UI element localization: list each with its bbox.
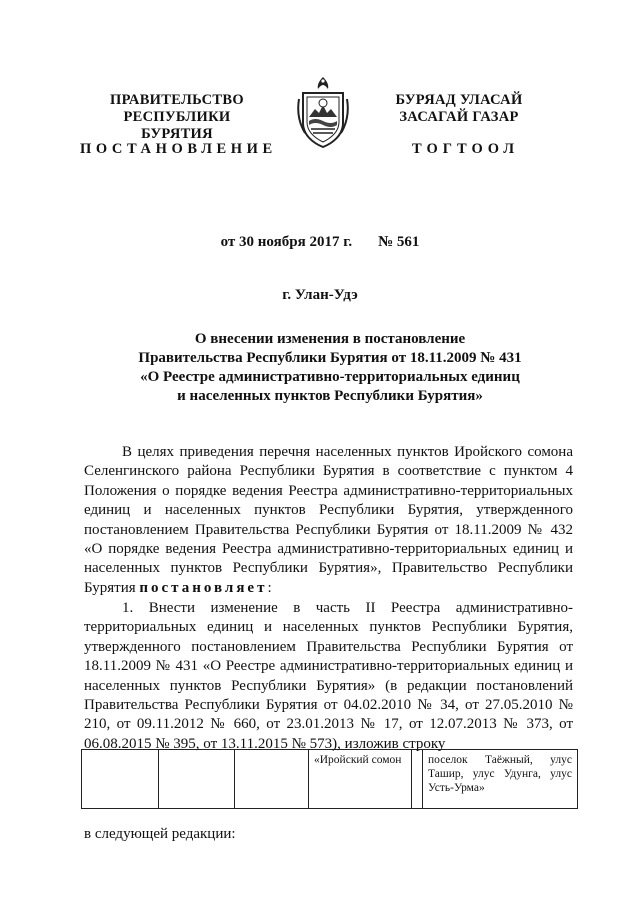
table-cell <box>82 750 159 809</box>
title-line: Правительства Республики Бурятия от 18.11.2009 № 431 <box>138 350 522 366</box>
table-cell <box>235 750 309 809</box>
preamble-paragraph <box>84 443 573 598</box>
title-line: «О Реестре административно-территориальных единиц <box>140 369 520 385</box>
table-cell: поселок Таёжный, улус Ташир, улус Удунга, улус Усть-Урма» <box>423 750 578 809</box>
document-city: г. Улан-Удэ <box>282 287 358 303</box>
document-date: от 30 ноября 2017 г. <box>220 234 353 250</box>
document-kind-ru: ПОСТАНОВЛЕНИЕ <box>80 141 277 157</box>
title-line: и населенных пунктов Республики Бурятия» <box>177 388 483 404</box>
header-right-line1: БУРЯАД УЛАСАЙ <box>395 92 523 108</box>
table-cell <box>412 750 423 809</box>
title-line: О внесении изменения в постановление <box>194 331 466 347</box>
header-right-line2: ЗАСАГАЙ ГАЗАР <box>399 109 519 125</box>
table-row <box>82 750 578 809</box>
document-title <box>80 330 580 406</box>
table-cell: «Иройский сомон <box>309 750 412 809</box>
item-1-paragraph <box>84 599 573 754</box>
closing-text: в следующей редакции: <box>84 826 236 842</box>
coat-of-arms-icon <box>297 75 349 150</box>
preamble-end: : <box>267 579 272 596</box>
decree-verb: постановляет <box>139 579 268 596</box>
registry-row-table <box>81 749 578 809</box>
date-number-line <box>0 234 640 251</box>
header-right <box>374 92 544 126</box>
table-cell <box>159 750 235 809</box>
header-left-line1: ПРАВИТЕЛЬСТВО <box>110 92 244 108</box>
document-number: № 561 <box>378 234 420 250</box>
document-kind-bua: ТОГТООЛ <box>412 141 520 157</box>
preamble-text: В целях приведения перечня населенных пунктов Иройского сомона Селенгинского района Республики Бурятия в соответствие с пунктом 4 Положения о порядке ведения Реестра административно-территориальных единиц и населенных пунктов Республики Бурятия, утвержденного постановлением Правительства Республики Бурятия от 18.11.2009 № 432 «О порядке ведения Реестра административно-территориальных единиц и населенных пунктов Республики Бурятия», Правительство Республики Бурятия <box>84 444 573 596</box>
item-1-text: 1. Внести изменение в часть II Реестра административно-территориальных единиц и населенных пунктов Республики Бурятия, утвержденного постановлением Правительства Республики Бурятия от 18.11.2009 № 431 «О Реестре административно-территориальных единиц и населенных пунктов Республики Бурятия» (в редакции постановлений Правительства Республики Бурятия от 04.02.2010 № 34, от 27.05.2010 № 210, от 09.11.2012 № 660, от 23.01.2013 № 17, от 12.07.2013 № 373, от 06.08.2015 № 395, от 13.11.2015 № 573), изложив строку <box>84 600 573 752</box>
header-left-line2: РЕСПУБЛИКИ БУРЯТИЯ <box>123 109 231 142</box>
header-left <box>92 92 262 143</box>
